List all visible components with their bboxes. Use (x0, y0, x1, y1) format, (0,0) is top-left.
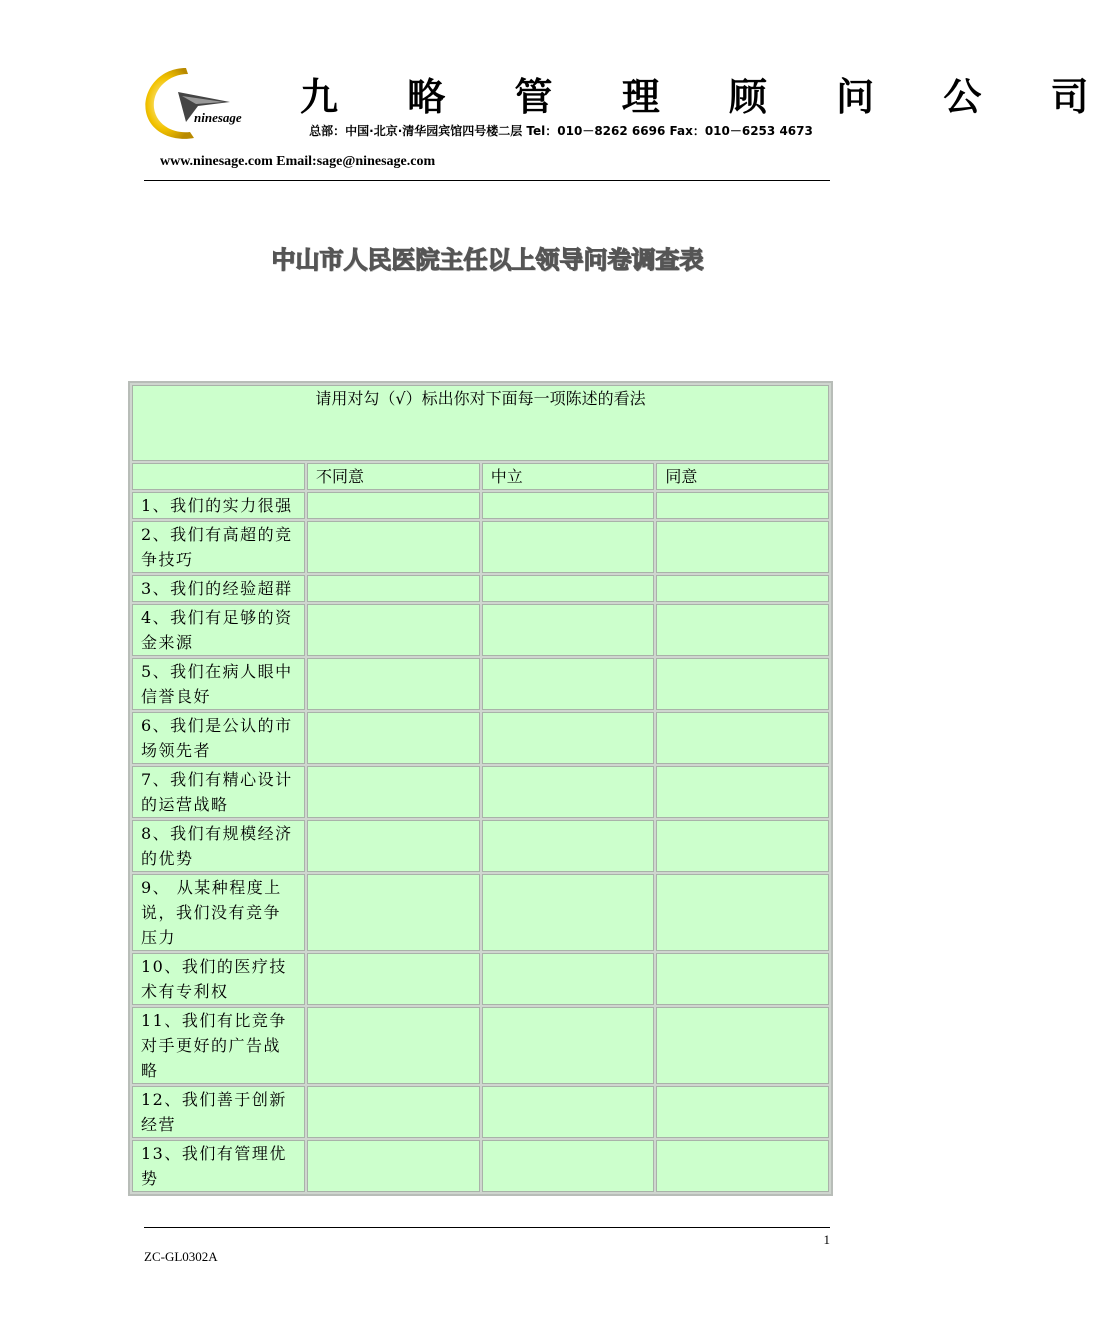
statement-rows (132, 492, 829, 1192)
answer-cell-disagree[interactable] (307, 874, 480, 951)
header-divider (144, 180, 830, 181)
table-row (132, 521, 829, 573)
column-header-neutral: 中立 (482, 463, 655, 490)
statement-cell: 12、我们善于创新经营 (132, 1086, 305, 1138)
statement-cell: 9、 从某种程度上说，我们没有竞争压力 (132, 874, 305, 951)
answer-cell-disagree[interactable] (307, 1007, 480, 1084)
answer-cell-agree[interactable] (656, 492, 829, 519)
answer-cell-disagree[interactable] (307, 712, 480, 764)
answer-cell-agree[interactable] (656, 712, 829, 764)
answer-cell-disagree[interactable] (307, 1086, 480, 1138)
statement-cell: 6、我们是公认的市场领先者 (132, 712, 305, 764)
answer-cell-agree[interactable] (656, 1140, 829, 1192)
logo-text: ninesage (194, 110, 242, 125)
answer-cell-agree[interactable] (656, 953, 829, 1005)
statement-cell: 5、我们在病人眼中信誉良好 (132, 658, 305, 710)
statement-cell: 1、我们的实力很强 (132, 492, 305, 519)
answer-cell-disagree[interactable] (307, 1140, 480, 1192)
answer-cell-neutral[interactable] (482, 492, 655, 519)
answer-cell-disagree[interactable] (307, 575, 480, 602)
column-header-disagree: 不同意 (307, 463, 480, 490)
header-row (132, 463, 829, 490)
answer-cell-disagree[interactable] (307, 953, 480, 1005)
answer-cell-neutral[interactable] (482, 1086, 655, 1138)
statement-cell: 2、我们有高超的竞争技巧 (132, 521, 305, 573)
answer-cell-agree[interactable] (656, 658, 829, 710)
answer-cell-neutral[interactable] (482, 1007, 655, 1084)
statement-cell: 13、我们有管理优势 (132, 1140, 305, 1192)
answer-cell-agree[interactable] (656, 874, 829, 951)
answer-cell-neutral[interactable] (482, 604, 655, 656)
page-number: 1 (823, 1232, 830, 1247)
answer-cell-agree[interactable] (656, 820, 829, 872)
answer-cell-agree[interactable] (656, 766, 829, 818)
answer-cell-disagree[interactable] (307, 492, 480, 519)
table-row (132, 492, 829, 519)
answer-cell-neutral[interactable] (482, 820, 655, 872)
answer-cell-disagree[interactable] (307, 604, 480, 656)
table-row (132, 658, 829, 710)
statement-cell: 7、我们有精心设计的运营战略 (132, 766, 305, 818)
answer-cell-neutral[interactable] (482, 658, 655, 710)
column-header-agree: 同意 (656, 463, 829, 490)
answer-cell-disagree[interactable] (307, 658, 480, 710)
table-row (132, 712, 829, 764)
answer-cell-disagree[interactable] (307, 766, 480, 818)
answer-cell-agree[interactable] (656, 604, 829, 656)
answer-cell-neutral[interactable] (482, 953, 655, 1005)
company-address: 总部：中国·北京·清华园宾馆四号楼二层 Tel：010－8262 6696 Fax：010－6253 4673 (309, 124, 813, 138)
table-row (132, 766, 829, 818)
answer-cell-agree[interactable] (656, 521, 829, 573)
ninesage-logo-icon (138, 62, 268, 142)
survey-instruction: 请用对勾（√）标出你对下面每一项陈述的看法 (132, 385, 829, 461)
answer-cell-disagree[interactable] (307, 521, 480, 573)
table-row (132, 604, 829, 656)
table-row (132, 1007, 829, 1084)
statement-cell: 3、我们的经验超群 (132, 575, 305, 602)
survey-table (128, 381, 833, 1196)
table-row (132, 953, 829, 1005)
statement-cell: 8、我们有规模经济的优势 (132, 820, 305, 872)
statement-cell: 10、我们的医疗技术有专利权 (132, 953, 305, 1005)
company-name: 九 略 管 理 顾 问 公 司 (300, 74, 1117, 119)
answer-cell-neutral[interactable] (482, 712, 655, 764)
web-contact: www.ninesage.com Email:sage@ninesage.com (160, 154, 436, 169)
answer-cell-agree[interactable] (656, 575, 829, 602)
answer-cell-neutral[interactable] (482, 521, 655, 573)
answer-cell-neutral[interactable] (482, 1140, 655, 1192)
answer-cell-neutral[interactable] (482, 874, 655, 951)
answer-cell-agree[interactable] (656, 1007, 829, 1084)
table-row (132, 820, 829, 872)
answer-cell-agree[interactable] (656, 1086, 829, 1138)
answer-cell-neutral[interactable] (482, 766, 655, 818)
footer-divider (144, 1227, 830, 1228)
table-row (132, 575, 829, 602)
header-empty-cell (132, 463, 305, 490)
statement-cell: 4、我们有足够的资金来源 (132, 604, 305, 656)
table-row (132, 1086, 829, 1138)
document-code: ZC-GL0302A (144, 1249, 218, 1264)
instruction-row (132, 385, 829, 461)
table-row (132, 1140, 829, 1192)
statement-cell: 11、我们有比竞争对手更好的广告战略 (132, 1007, 305, 1084)
document-title: 中山市人民医院主任以上领导问卷调查表 (271, 246, 704, 274)
company-logo (138, 62, 268, 142)
answer-cell-neutral[interactable] (482, 575, 655, 602)
answer-cell-disagree[interactable] (307, 820, 480, 872)
table-row (132, 874, 829, 951)
